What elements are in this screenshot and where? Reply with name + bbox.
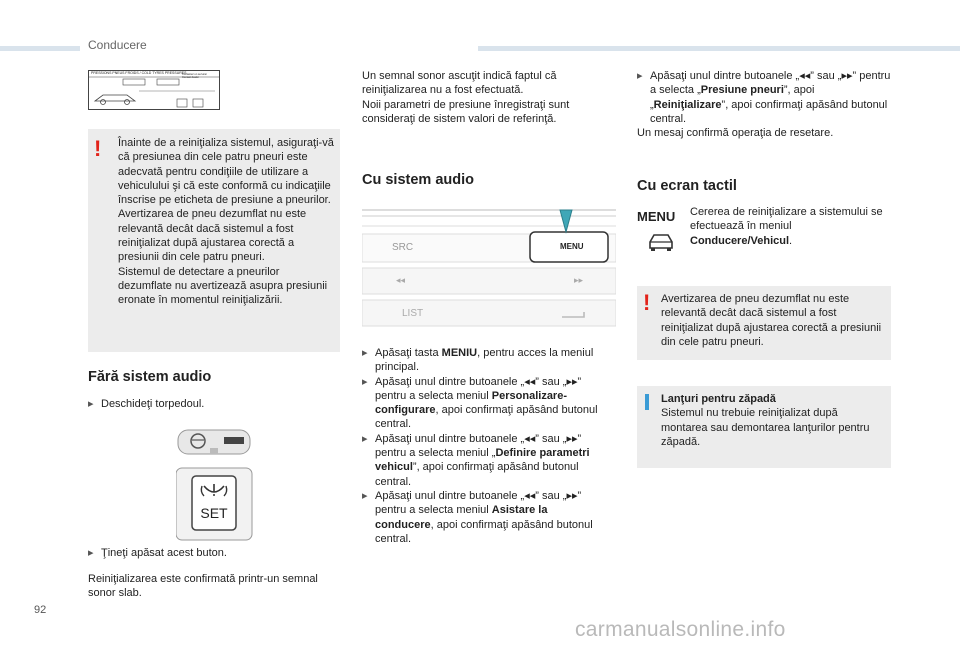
info-title: Lanţuri pentru zăpadă (661, 393, 776, 405)
section-header: Conducere (88, 38, 147, 52)
confirm-text: Un mesaj confirmă operaţia de resetare. (637, 127, 834, 140)
bullet-marker: ▸ (88, 547, 94, 559)
step-text: Apăsaţi unul dintre butoanele „◂◂” sau „▸▸” pentru a selecta meniul „Definire parametri vehicul”, apoi confirmaţi apăsând butonul central. (375, 432, 590, 488)
menu-button-label: MENU (560, 242, 584, 251)
header-bar-right (478, 46, 960, 51)
step-text: Apăsaţi unul dintre butoanele „◂◂” sau „▸▸” pentru a selecta „Presiune pneuri”, apoi „Reiniţializare”, apoi confirmaţi apăsând butonul central. (650, 70, 891, 125)
snow-chains-text (661, 392, 883, 449)
forward-glyph: ▸▸ (574, 275, 584, 285)
bullet-marker: ▸ (362, 375, 368, 388)
bullet-marker: ▸ (362, 347, 368, 359)
tyre-label-title: PRESSIONS PNEUS FROIDS / COLD TYRES PRESSURES (91, 71, 187, 75)
step-item (362, 432, 604, 489)
touch-reset-steps (637, 69, 892, 140)
bullet-marker: ▸ (362, 432, 368, 445)
info-icon (645, 394, 649, 410)
heading-no-audio: Fără sistem audio (88, 369, 212, 385)
bullet-marker: ▸ (88, 398, 94, 410)
bullet-open-glovebox (88, 397, 338, 411)
warning-icon: ! (94, 136, 102, 161)
audio-steps (362, 346, 604, 546)
bullet-marker: ▸ (362, 489, 368, 502)
step-text: Apăsaţi unul dintre butoanele „◂◂” sau „▸▸” pentru a selecta meniul Personalizare-configurare, apoi confirmaţi apăsând butonul central. (375, 375, 598, 431)
warning-icon: ! (643, 290, 651, 315)
confirmation-text: Reiniţializarea este confirmată printr-un semnal sonor slab. (88, 573, 318, 600)
step-item (362, 489, 604, 546)
warning-paragraph: Înainte de a reiniţializa sistemul, asiguraţi-vă că presiunea din cele patru pneuri este adecvată pentru condiţiile de utilizare a vehiculului şi că este conformă cu indicaţiile înscrise pe eticheta de presiune a pneurilor. (118, 137, 334, 207)
menu-icon-label: MENU (637, 209, 676, 224)
col2-intro (362, 69, 602, 126)
tyre-pressure-label-image (88, 70, 220, 110)
step-item (362, 375, 604, 432)
paragraph: Noii parametri de presiune înregistraţi sunt consideraţi de sistem valori de referinţă. (362, 98, 570, 125)
rewind-glyph: ◂◂ (396, 275, 406, 285)
touch-warning-box (637, 286, 891, 360)
car-icon (647, 231, 675, 258)
snow-chains-info-box (637, 386, 891, 468)
touch-instruction: Cererea de reiniţializare a sistemului se efectuează în meniul Conducere/Vehicul. (690, 206, 883, 247)
audio-panel-drawing (362, 196, 616, 328)
heading-touchscreen: Cu ecran tactil (637, 178, 737, 194)
step-text: Ţineţi apăsat acest buton. (101, 547, 227, 559)
audio-panel-illustration (362, 196, 616, 328)
list-button-label: LIST (402, 308, 424, 319)
tyre-label-note: Contactez un service/ Contact dealer (182, 73, 207, 79)
touch-warning-text: Avertizarea de pneu dezumflat nu este relevantă decât dacă sistemul a fost reiniţializat după ajustarea corectă a presiunii din cele patru pneuri. (661, 293, 882, 348)
step-text: Deschideţi torpedoul. (101, 398, 205, 410)
watermark: carmanualsonline.info (575, 618, 786, 641)
src-button-label: SRC (392, 242, 414, 253)
reset-warning-box (88, 129, 340, 352)
bullet-marker: ▸ (637, 70, 643, 82)
header-bar-left (0, 46, 80, 51)
set-button-drawing (176, 426, 256, 541)
paragraph: Un semnal sonor ascuţit indică faptul că reiniţializarea nu a fost efectuată. (362, 70, 557, 97)
glovebox-illustration (176, 426, 256, 541)
reset-warning-text (118, 136, 334, 308)
step-item (637, 69, 892, 126)
step-text: Apăsaţi unul dintre butoanele „◂◂” sau „▸▸” pentru a selecta meniul Asistare la conducere, apoi confirmaţi apăsând butonul central. (375, 489, 593, 545)
set-button-label: SET (200, 505, 228, 521)
warning-paragraph: Sistemul de detectare a pneurilor dezumflate nu avertizează asupra presiunii eronate în momentul reiniţializării. (118, 265, 328, 307)
step-item (362, 346, 604, 375)
page-number: 92 (34, 604, 47, 616)
step-text: Apăsaţi tasta MENIU, pentru acces la meniul principal. (375, 347, 594, 374)
info-body: Sistemul nu trebuie reiniţializat după montarea sau demontarea lanţurilor pentru zăpadă. (661, 407, 870, 448)
heading-with-audio: Cu sistem audio (362, 172, 474, 188)
car-icon-svg (647, 231, 675, 253)
bullet-hold-button (88, 546, 338, 560)
warning-paragraph: Avertizarea de pneu dezumflat nu este relevantă decât dacă sistemul a fost reiniţializat după ajustarea corectă a presiunii din cele patru pneuri. (118, 208, 307, 264)
